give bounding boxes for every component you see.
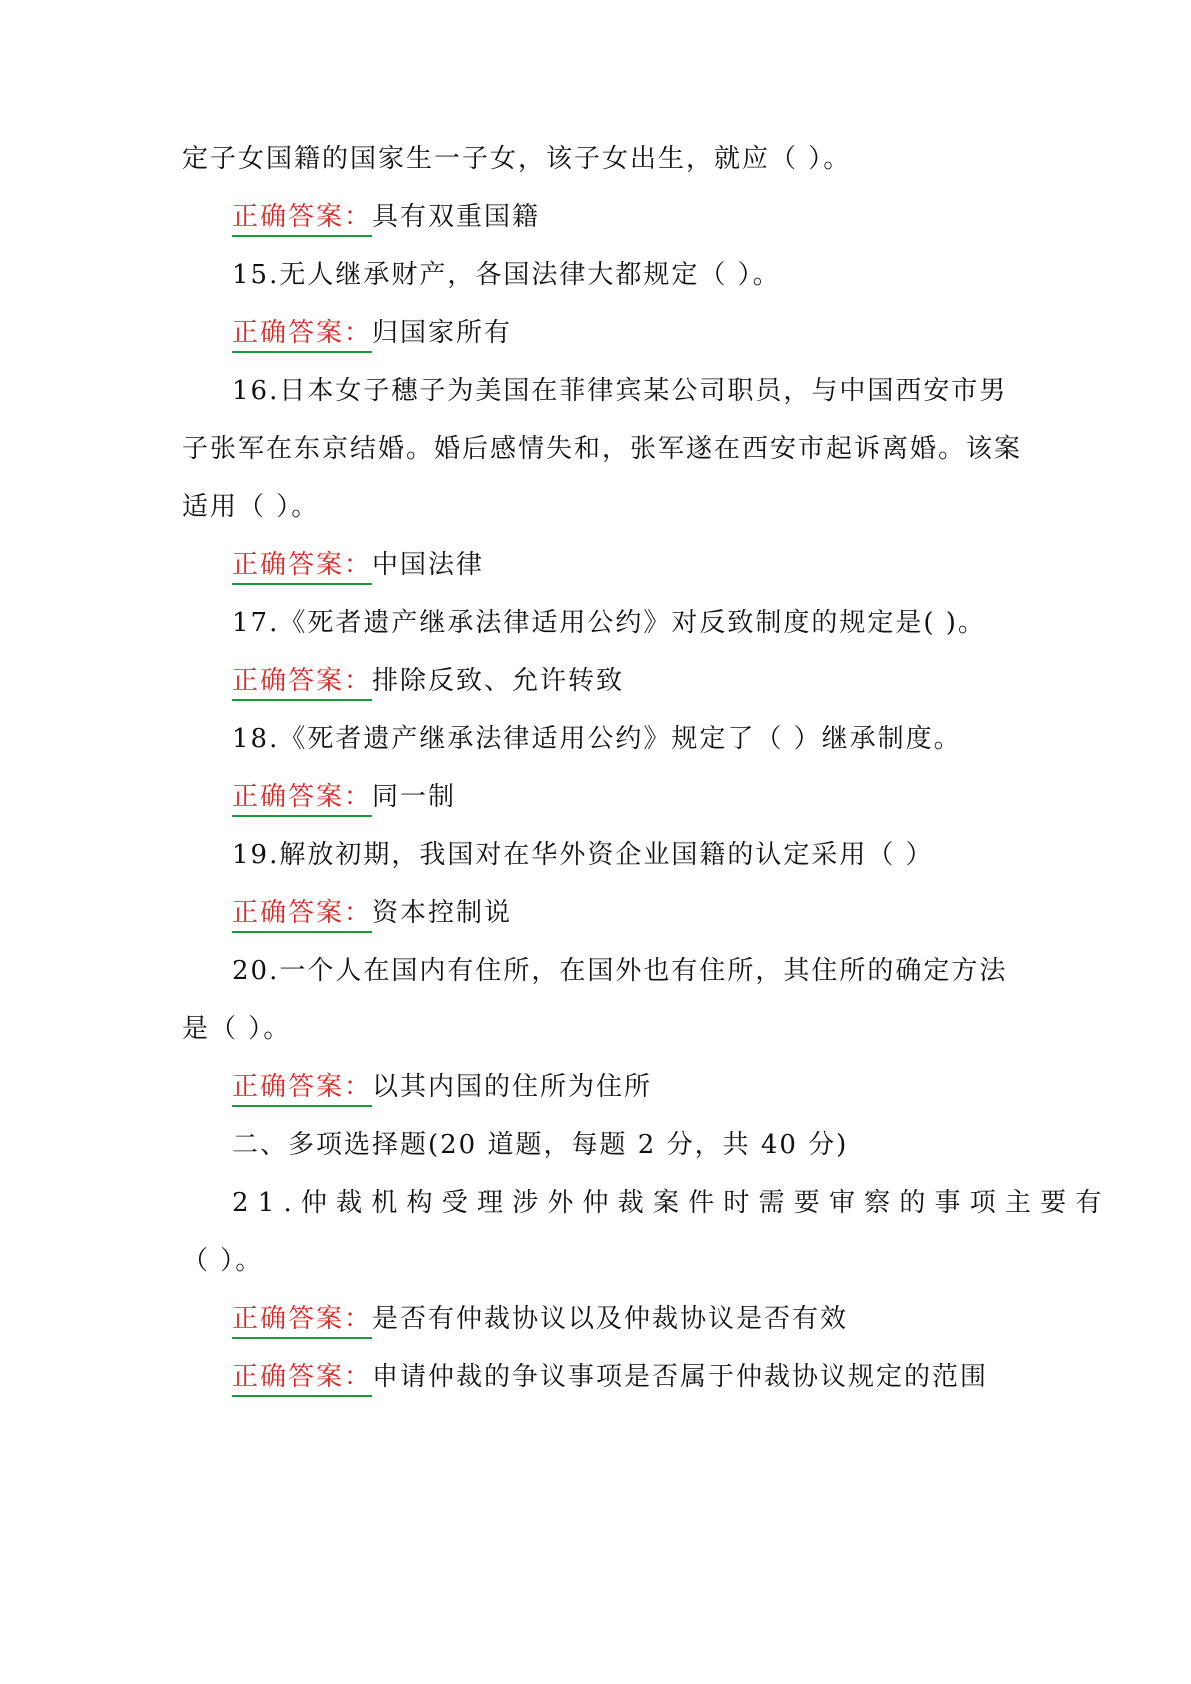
- question-16-line-2: 子张军在东京结婚。婚后感情失和，张军遂在西安市起诉离婚。该案: [182, 434, 1023, 464]
- answer-row-21-a: [232, 1302, 848, 1339]
- question-20-line-1: 20.一个人在国内有住所，在国外也有住所，其住所的确定方法: [232, 956, 1008, 986]
- answer-text: 同一制: [372, 782, 457, 812]
- answer-row-20: [232, 1070, 652, 1107]
- answer-row-15: [232, 316, 512, 353]
- answer-text: 是否有仲裁协议以及仲裁协议是否有效: [372, 1304, 849, 1334]
- answer-row-17: [232, 664, 624, 701]
- question-16-line-3: 适用（ ）。: [182, 492, 320, 522]
- answer-row-19: [232, 896, 512, 933]
- answer-text: 中国法律: [372, 550, 485, 580]
- answer-row-21-b: [232, 1360, 988, 1397]
- question-15: 15.无人继承财产，各国法律大都规定（ ）。: [232, 260, 781, 290]
- answer-text: 具有双重国籍: [372, 202, 541, 232]
- answer-row-16: [232, 548, 484, 585]
- question-21-line-1: 21.仲裁机构受理涉外仲裁案件时需要审察的事项主要有: [232, 1188, 1111, 1218]
- answer-text: 排除反致、允许转致: [372, 666, 625, 696]
- question-19: 19.解放初期，我国对在华外资企业国籍的认定采用（ ）: [232, 840, 934, 870]
- answer-row-14: [232, 200, 540, 237]
- answer-label: 正确答案：: [232, 1361, 372, 1397]
- answer-label: 正确答案：: [232, 1303, 372, 1339]
- question-18: 18.《死者遗产继承法律适用公约》规定了（ ）继承制度。: [232, 724, 962, 754]
- answer-row-18: [232, 780, 456, 817]
- question-21-line-2: （ ）。: [182, 1246, 264, 1276]
- answer-label: 正确答案：: [232, 781, 372, 817]
- section-heading-multiple-choice: 二、多项选择题(20 道题，每题 2 分，共 40 分): [232, 1130, 849, 1160]
- question-16-line-1: 16.日本女子穗子为美国在菲律宾某公司职员，与中国西安市男: [232, 376, 1008, 406]
- answer-text: 以其内国的住所为住所: [372, 1072, 653, 1102]
- answer-text: 资本控制说: [372, 898, 513, 928]
- question-14-continuation: 定子女国籍的国家生一子女，该子女出生，就应（ ）。: [182, 144, 852, 174]
- answer-label: 正确答案：: [232, 665, 372, 701]
- answer-label: 正确答案：: [232, 897, 372, 933]
- answer-label: 正确答案：: [232, 1071, 372, 1107]
- question-17: 17.《死者遗产继承法律适用公约》对反致制度的规定是( )。: [232, 608, 986, 638]
- answer-label: 正确答案：: [232, 201, 372, 237]
- question-20-line-2: 是（ ）。: [182, 1014, 292, 1044]
- answer-label: 正确答案：: [232, 317, 372, 353]
- answer-text: 申请仲裁的争议事项是否属于仲裁协议规定的范围: [372, 1362, 989, 1392]
- answer-text: 归国家所有: [372, 318, 513, 348]
- answer-label: 正确答案：: [232, 549, 372, 585]
